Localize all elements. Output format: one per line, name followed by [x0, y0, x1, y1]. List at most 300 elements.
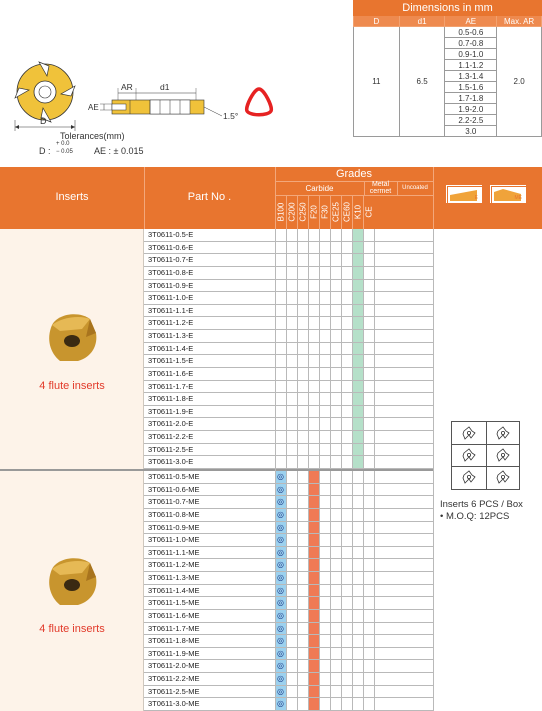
part-number: 3T0611-1.9-ME — [148, 648, 200, 658]
grade-code-label: F20 — [309, 205, 319, 219]
grade-cell — [341, 623, 352, 635]
grade-cell — [319, 673, 330, 685]
grade-cell-end — [374, 330, 375, 342]
grade-cell — [363, 393, 374, 405]
grade-cell — [286, 572, 297, 584]
grade-cell — [352, 559, 363, 571]
grade-cell — [308, 267, 319, 279]
availability-mark: ◎ — [277, 497, 284, 507]
part-number: 3T0611-1.1-E — [148, 305, 194, 315]
grade-cell — [319, 242, 330, 254]
label-ar: AR — [121, 82, 133, 92]
grade-cell — [330, 585, 341, 597]
grade-cell — [341, 229, 352, 241]
grade-cell — [330, 496, 341, 508]
grade-cell — [352, 305, 363, 317]
dim-header-ae: AE — [445, 16, 497, 27]
tolerance-d-prefix: D : — [39, 146, 51, 156]
grade-cell — [297, 229, 308, 241]
grade-cell — [352, 254, 363, 266]
grade-cell — [363, 597, 374, 609]
grade-cell — [330, 267, 341, 279]
grade-cell — [275, 444, 286, 456]
grades-table — [0, 167, 542, 711]
grade-cell — [286, 343, 297, 355]
part-number: 3T0611-1.3-E — [148, 331, 194, 341]
grade-cell — [341, 534, 352, 546]
availability-mark: ◎ — [277, 573, 284, 583]
grade-cell — [308, 431, 319, 443]
table-row — [144, 597, 433, 610]
grade-cell — [352, 431, 363, 443]
grade-cell — [275, 572, 286, 584]
grade-cell — [297, 418, 308, 430]
grade-cell-end — [374, 547, 375, 559]
grade-cell — [341, 496, 352, 508]
grade-cell-end — [374, 635, 375, 647]
table-row — [144, 534, 433, 547]
grade-cell — [363, 471, 374, 483]
grade-cell — [297, 623, 308, 635]
grade-cell — [275, 368, 286, 380]
grade-cell-end — [374, 456, 375, 468]
grade-cell — [330, 292, 341, 304]
grade-cell-end — [374, 509, 375, 521]
grade-cell — [275, 597, 286, 609]
grade-cell — [297, 368, 308, 380]
grade-cell — [330, 393, 341, 405]
grade-cell-end — [374, 317, 375, 329]
grade-cell — [297, 393, 308, 405]
grade-cell-end — [374, 597, 375, 609]
grade-cell — [363, 585, 374, 597]
insert-photo-me-icon — [0, 471, 144, 711]
grade-cell-end — [374, 559, 375, 571]
grade-cell — [286, 484, 297, 496]
grade-cell — [330, 559, 341, 571]
grade-cell — [352, 418, 363, 430]
part-number: 3T0611-3.0-E — [148, 457, 194, 467]
grade-code-b100 — [275, 195, 286, 229]
grade-cell — [330, 368, 341, 380]
grade-cell — [319, 317, 330, 329]
grade-cell — [275, 484, 286, 496]
table-row — [144, 330, 433, 343]
grade-cell — [352, 280, 363, 292]
grade-cell — [319, 280, 330, 292]
grade-cell — [319, 305, 330, 317]
grade-cell — [352, 509, 363, 521]
dim-value-d1: 6.5 — [399, 27, 445, 137]
grade-cell — [352, 623, 363, 635]
grade-cell — [297, 242, 308, 254]
grade-cell — [330, 572, 341, 584]
grade-cell — [286, 406, 297, 418]
grade-cell — [330, 305, 341, 317]
grade-cell — [286, 317, 297, 329]
grade-cell — [352, 660, 363, 672]
grade-cell — [352, 242, 363, 254]
grade-cell — [352, 444, 363, 456]
grade-cell — [297, 635, 308, 647]
grade-cell — [286, 280, 297, 292]
grade-cell-end — [374, 534, 375, 546]
grade-cell — [341, 686, 352, 698]
grade-cell — [330, 418, 341, 430]
grade-code-label: CE25 — [331, 201, 341, 223]
grade-cell — [330, 698, 341, 710]
grade-cell — [297, 673, 308, 685]
grade-cell — [286, 585, 297, 597]
grade-cell — [330, 381, 341, 393]
grade-code-ce25 — [330, 195, 341, 229]
grade-cell-end — [374, 368, 375, 380]
grade-cell-end — [374, 406, 375, 418]
grade-cell — [330, 330, 341, 342]
table-row — [144, 635, 433, 648]
grade-cell — [297, 648, 308, 660]
grade-cell — [341, 418, 352, 430]
grade-cell — [308, 635, 319, 647]
grade-cell — [286, 355, 297, 367]
grade-cell — [275, 547, 286, 559]
part-number: 3T0611-0.9-ME — [148, 522, 200, 532]
grade-cell — [308, 368, 319, 380]
table-row — [144, 509, 433, 522]
grade-cell — [297, 330, 308, 342]
grade-cell — [330, 522, 341, 534]
grade-cell — [330, 280, 341, 292]
grade-cell — [352, 572, 363, 584]
grade-cell — [286, 267, 297, 279]
grade-cell — [286, 368, 297, 380]
grade-cell — [363, 267, 374, 279]
grade-code-label: B100 — [276, 202, 286, 222]
availability-mark: ◎ — [277, 623, 284, 633]
grade-cell — [286, 623, 297, 635]
availability-mark: ◎ — [277, 686, 284, 696]
grade-cell — [341, 484, 352, 496]
grade-cell — [341, 673, 352, 685]
grade-cell — [363, 381, 374, 393]
availability-mark: ◎ — [277, 472, 284, 481]
grade-cell — [297, 280, 308, 292]
dim-value-ae: 1.1-1.2 — [445, 60, 497, 71]
table-row — [144, 547, 433, 560]
part-number: 3T0611-2.5-ME — [148, 686, 200, 696]
grade-cell — [363, 559, 374, 571]
dim-header-d1: d1 — [399, 16, 445, 27]
grade-cell — [363, 292, 374, 304]
grade-cell-end — [374, 267, 375, 279]
grade-cell — [286, 597, 297, 609]
table-row — [144, 585, 433, 598]
grade-cell — [363, 648, 374, 660]
grade-cell — [352, 330, 363, 342]
grade-cell — [341, 597, 352, 609]
grade-cell — [286, 292, 297, 304]
grade-cell — [297, 444, 308, 456]
table-row — [144, 280, 433, 293]
grade-cell — [363, 673, 374, 685]
dim-value-ae: 0.5-0.6 — [445, 27, 497, 38]
grade-cell — [352, 635, 363, 647]
label-angle: 1.5° — [223, 111, 239, 121]
availability-mark: ◎ — [277, 585, 284, 595]
table-row — [144, 406, 433, 419]
grade-cell — [308, 305, 319, 317]
grade-cell — [352, 484, 363, 496]
part-number: 3T0611-0.5-E — [148, 230, 194, 239]
dimensions-table — [353, 0, 542, 137]
grade-cell — [363, 686, 374, 698]
grade-code-label: K10 — [353, 204, 363, 220]
grade-cell-end — [374, 522, 375, 534]
grade-cell — [352, 267, 363, 279]
part-number: 3T0611-1.6-E — [148, 368, 194, 378]
part-number: 3T0611-1.9-E — [148, 406, 194, 416]
grade-code-label: CE — [364, 206, 374, 218]
grade-code-c200 — [286, 195, 297, 229]
badge-e-label: E — [474, 195, 478, 201]
grade-cell — [352, 317, 363, 329]
grade-cell — [308, 456, 319, 468]
grade-cell — [308, 623, 319, 635]
grade-cell — [275, 431, 286, 443]
grade-cell — [308, 254, 319, 266]
grade-cell — [275, 610, 286, 622]
grade-cell — [319, 381, 330, 393]
grade-cell — [363, 572, 374, 584]
table-row — [144, 484, 433, 497]
grade-cell — [352, 648, 363, 660]
availability-mark: ◎ — [277, 674, 284, 684]
grade-cell — [352, 496, 363, 508]
grade-cell — [330, 509, 341, 521]
part-number: 3T0611-1.8-E — [148, 394, 194, 404]
part-number: 3T0611-0.8-ME — [148, 509, 200, 519]
grade-cell — [297, 254, 308, 266]
part-number: 3T0611-1.5-ME — [148, 598, 200, 608]
grade-cell-end — [374, 242, 375, 254]
dimensions-row — [354, 27, 542, 38]
grade-cell — [275, 496, 286, 508]
dim-value-ae: 3.0 — [445, 126, 497, 137]
header-metal-cermet: Metal cermet — [369, 181, 392, 195]
grade-cell — [363, 254, 374, 266]
dimensions-title: Dimensions in mm — [354, 1, 542, 16]
grade-cell — [341, 343, 352, 355]
grade-cell — [330, 484, 341, 496]
grade-cell — [286, 456, 297, 468]
grade-code-ce60 — [341, 195, 352, 229]
grade-cell — [308, 559, 319, 571]
grade-cell — [308, 418, 319, 430]
availability-mark: ◎ — [277, 535, 284, 545]
grade-cell — [286, 471, 297, 483]
grade-cell — [297, 534, 308, 546]
grade-cell — [308, 496, 319, 508]
part-number: 3T0611-2.0-E — [148, 419, 194, 429]
grade-cell — [297, 406, 308, 418]
header-grades: Grades — [335, 168, 373, 180]
grade-cell — [275, 698, 286, 710]
grade-cell — [275, 406, 286, 418]
grade-cell — [275, 292, 286, 304]
grade-cell — [341, 267, 352, 279]
part-number: 3T0611-1.1-ME — [148, 547, 200, 557]
grade-cell — [330, 355, 341, 367]
grade-code-label: C200 — [287, 202, 297, 222]
grade-cell — [308, 648, 319, 660]
part-number: 3T0611-1.0-ME — [148, 535, 200, 545]
badge-e — [446, 185, 482, 203]
grade-cell — [341, 254, 352, 266]
grade-cell — [275, 305, 286, 317]
grade-cell — [286, 381, 297, 393]
dim-value-ae: 1.3-1.4 — [445, 71, 497, 82]
grade-cell — [341, 431, 352, 443]
grade-cell — [275, 456, 286, 468]
grade-cell — [286, 534, 297, 546]
grade-cell — [275, 330, 286, 342]
grade-cell — [363, 418, 374, 430]
grade-cell — [341, 456, 352, 468]
grade-cell — [275, 673, 286, 685]
grade-cell — [297, 305, 308, 317]
grade-cell — [319, 572, 330, 584]
part-number: 3T0611-2.2-ME — [148, 674, 200, 684]
tolerance-d-minus: − 0.05 — [56, 149, 73, 155]
grade-cell — [286, 418, 297, 430]
grade-cell — [341, 381, 352, 393]
grade-cell — [330, 406, 341, 418]
grade-cell — [363, 242, 374, 254]
table-row — [144, 229, 433, 242]
availability-mark: ◎ — [277, 509, 284, 519]
grade-cell — [286, 444, 297, 456]
grade-cell — [286, 496, 297, 508]
grade-cell-end — [374, 444, 375, 456]
grade-cell — [363, 280, 374, 292]
grade-cell-end — [374, 431, 375, 443]
grade-cell — [319, 496, 330, 508]
grade-cell-end — [374, 673, 375, 685]
grade-cell — [286, 254, 297, 266]
availability-mark: ◎ — [277, 560, 284, 570]
grade-cell — [308, 522, 319, 534]
grade-cell — [319, 431, 330, 443]
label-d: D — [40, 116, 47, 126]
header-inserts: Inserts — [55, 191, 89, 203]
grade-cell — [297, 610, 308, 622]
grade-cell — [297, 456, 308, 468]
grade-cell — [352, 456, 363, 468]
table-row — [144, 698, 433, 711]
grade-cell — [319, 229, 330, 241]
grade-cell — [308, 242, 319, 254]
grade-cell — [308, 572, 319, 584]
grade-code-c250 — [297, 195, 308, 229]
grade-cell — [297, 585, 308, 597]
grade-cell — [286, 330, 297, 342]
grade-cell — [319, 522, 330, 534]
grade-cell — [286, 242, 297, 254]
grade-cell — [286, 635, 297, 647]
table-row — [144, 368, 433, 381]
grade-code-f30 — [319, 195, 330, 229]
grade-cell — [308, 698, 319, 710]
table-row — [144, 267, 433, 280]
grade-cell — [319, 393, 330, 405]
grade-cell — [330, 456, 341, 468]
grade-cell — [341, 559, 352, 571]
grade-cell — [319, 597, 330, 609]
table-row — [144, 559, 433, 572]
grade-cell — [297, 292, 308, 304]
grade-cell — [341, 660, 352, 672]
grade-cell — [319, 623, 330, 635]
availability-mark: ◎ — [277, 484, 284, 494]
grade-cell — [275, 648, 286, 660]
availability-mark: ◎ — [277, 522, 284, 532]
grade-cell — [363, 368, 374, 380]
grade-cell — [275, 393, 286, 405]
availability-mark: ◎ — [277, 610, 284, 620]
grade-cell — [341, 648, 352, 660]
grade-cell — [275, 418, 286, 430]
grade-cell — [330, 471, 341, 483]
grade-cell — [319, 330, 330, 342]
grade-cell-end — [374, 229, 375, 241]
grade-code-k10 — [352, 195, 363, 229]
part-number: 3T0611-1.2-ME — [148, 560, 200, 570]
grade-cell — [319, 547, 330, 559]
grade-cell-end — [374, 418, 375, 430]
table-row — [144, 648, 433, 661]
grade-cell — [308, 444, 319, 456]
grade-cell — [297, 267, 308, 279]
grade-cell — [341, 572, 352, 584]
inserts-group-e — [0, 229, 144, 469]
grade-cell — [319, 484, 330, 496]
grade-cell — [352, 381, 363, 393]
grade-cell — [352, 597, 363, 609]
grade-cell — [341, 585, 352, 597]
table-row — [144, 444, 433, 457]
grade-cell — [275, 267, 286, 279]
grade-cell — [330, 229, 341, 241]
grade-cell — [330, 686, 341, 698]
grade-cell — [363, 406, 374, 418]
grade-cell — [330, 660, 341, 672]
grade-cell — [275, 242, 286, 254]
table-row — [144, 393, 433, 406]
grade-cell — [275, 635, 286, 647]
grade-cell — [341, 471, 352, 483]
grade-cell — [286, 393, 297, 405]
grade-cell — [308, 317, 319, 329]
grade-cell — [363, 522, 374, 534]
grade-cell — [286, 698, 297, 710]
grade-cell-end — [374, 471, 375, 483]
table-row — [144, 471, 433, 484]
dim-value-ae: 1.7-1.8 — [445, 93, 497, 104]
table-row — [144, 242, 433, 255]
grade-cell — [330, 597, 341, 609]
part-number: 3T0611-2.5-E — [148, 444, 194, 454]
grade-cell — [319, 648, 330, 660]
